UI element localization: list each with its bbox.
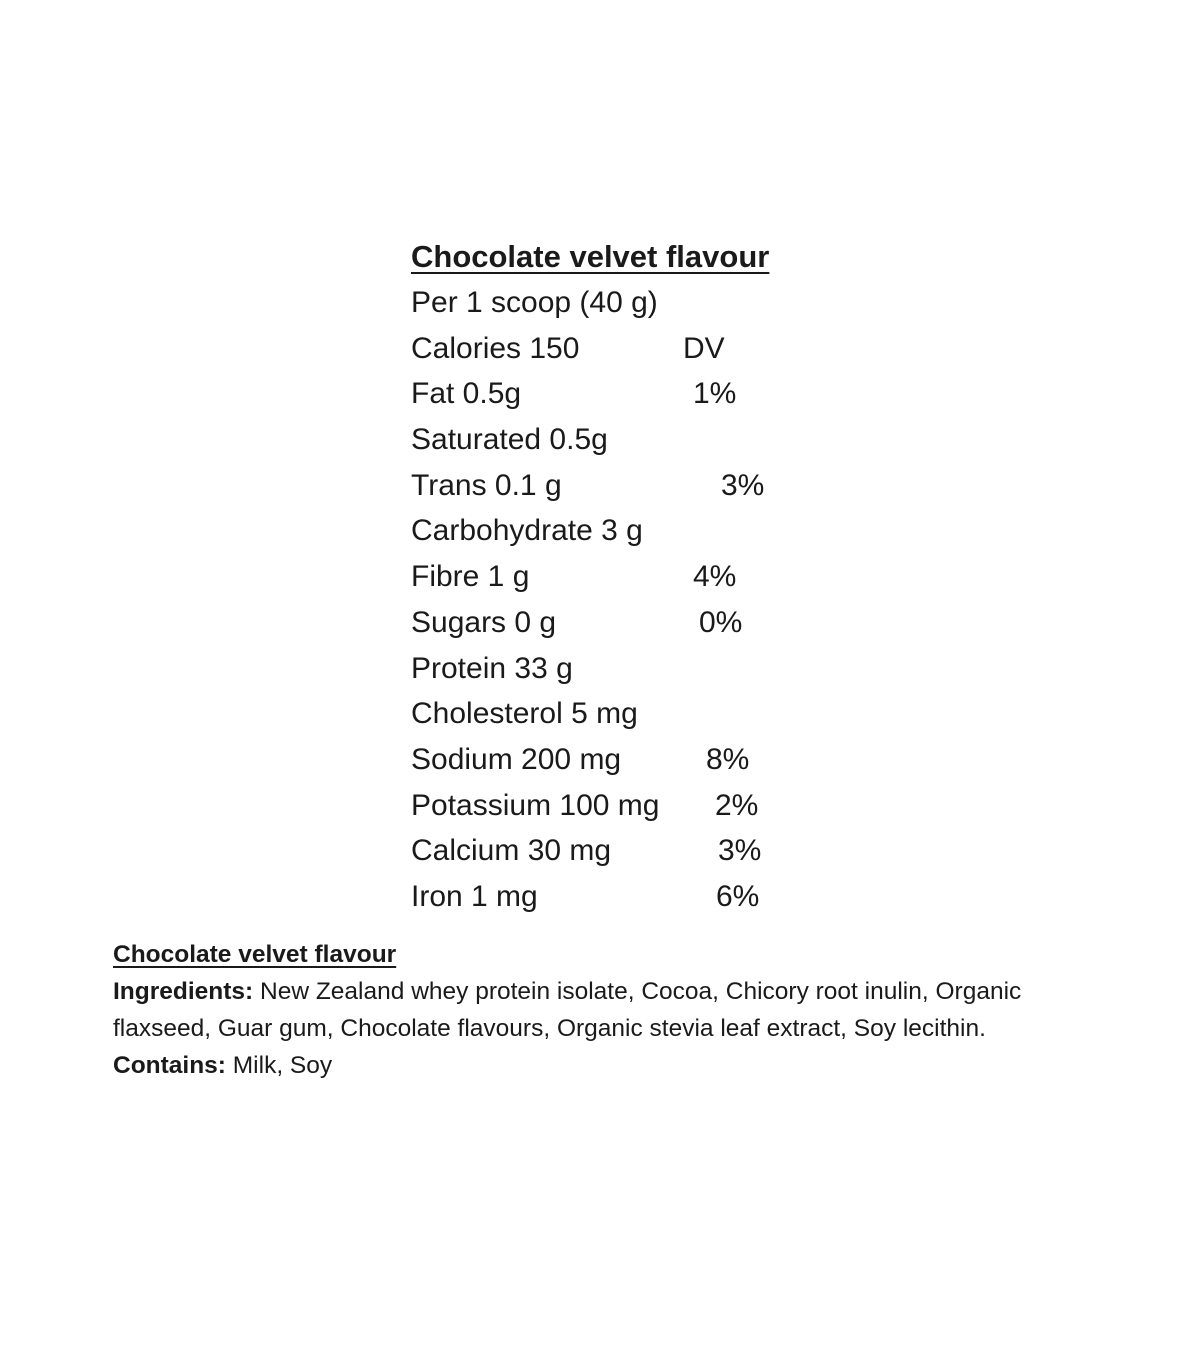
nutrient-row [411,783,831,829]
ingredients-title: Chocolate velvet flavour [113,941,397,968]
nutrient-label: Fibre 1 g [411,560,530,594]
contains-label: Contains: [113,1052,226,1079]
nutrient-dv: 0% [699,605,743,639]
nutrient-dv: 1% [693,377,737,411]
nutrient-dv: DV [683,331,725,365]
nutrient-dv: 3% [718,834,762,868]
nutrient-label: Protein 33 g [411,651,573,685]
nutrient-row [411,646,831,692]
nutrient-label: Saturated 0.5g [411,423,608,457]
nutrient-dv: 6% [716,879,760,913]
nutrient-dv: 3% [721,468,765,502]
ingredients-text: New Zealand whey protein isolate, Cocoa, Chicory root inulin, Organic flaxseed, Guar gum, Chocolate flavours, Organic stevia leaf extract, Soy lecithin. [113,978,1022,1042]
nutrient-row [411,417,831,463]
nutrition-title: Chocolate velvet flavour [411,239,770,274]
nutrient-label: Calcium 30 mg [411,834,612,868]
nutrient-label: Iron 1 mg [411,879,538,913]
nutrient-row [411,326,831,372]
nutrient-dv: 4% [693,560,737,594]
nutrient-row [411,554,831,600]
nutrition-panel [411,234,831,920]
ingredients-section [113,936,1113,1084]
ingredients-paragraph [113,973,1113,1047]
nutrient-label: Sodium 200 mg [411,742,622,776]
serving-size-text: Per 1 scoop (40 g) [411,286,658,319]
nutrient-row [411,463,831,509]
nutrient-row [411,600,831,646]
serving-size [411,280,831,326]
nutrient-label: Sugars 0 g [411,605,557,639]
nutrient-label: Trans 0.1 g [411,468,562,502]
contains-paragraph [113,1047,1113,1084]
nutrient-row [411,737,831,783]
contains-text: Milk, Soy [225,1052,333,1079]
nutrient-dv: 2% [715,788,759,822]
nutrient-label: Fat 0.5g [411,377,522,411]
nutrient-dv: 8% [706,742,750,776]
nutrient-row [411,874,831,920]
nutrient-row [411,828,831,874]
nutrient-row [411,508,831,554]
nutrient-label: Potassium 100 mg [411,788,660,822]
nutrient-row [411,691,831,737]
ingredients-label: Ingredients: [113,978,254,1005]
nutrient-label: Carbohydrate 3 g [411,514,643,548]
nutrient-label: Calories 150 [411,331,580,365]
nutrient-row [411,371,831,417]
nutrient-label: Cholesterol 5 mg [411,697,638,731]
